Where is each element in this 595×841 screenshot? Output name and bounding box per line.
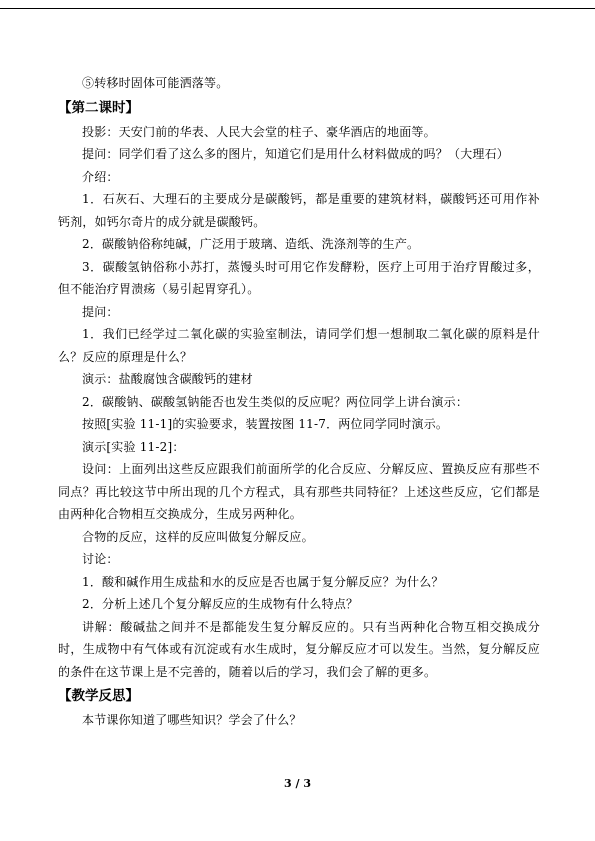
section-heading-reflection: 【教学反思】	[58, 688, 139, 704]
paragraph: 3．碳酸氢钠俗称小苏打，蒸馒头时可用它作发酵粉，医疗上可用于治疗胃酸过多，但不能治疗胃溃疡（易引起胃穿孔）。	[58, 259, 540, 296]
paragraph: 讨论：	[82, 552, 119, 566]
page-number: 3 / 3	[284, 777, 311, 790]
paragraph: 介绍：	[82, 169, 119, 184]
paragraph: ⑤转移时固体可能洒落等。	[82, 76, 229, 90]
paragraph: 1．石灰石、大理石的主要成分是碳酸钙，都是重要的建筑材料，碳酸钙还可用作补钙剂，如钙尔奇片的成分就是碳酸钙。	[58, 192, 540, 229]
paragraph: 投影：天安门前的华表、人民大会堂的柱子、豪华酒店的地面等。	[82, 124, 436, 139]
paragraph: 合物的反应，这样的反应叫做复分解反应。	[82, 529, 314, 544]
paragraph: 讲解：酸碱盐之间并不是都能发生复分解反应的。只有当两种化合物互相交换成分时，生成物中有气体或有沉淀或有水生成时，复分解反应才可以发生。当然，复分解反应的条件在这节课上是不完善的，随着以后的学习，我们会了解的更多。	[58, 619, 540, 679]
paragraph: 1．我们已经学过二氧化碳的实验室制法，请同学们想一想制取二氧化碳的原料是什么？反应的原理是什么？	[58, 327, 540, 364]
paragraph: 2．碳酸钠、碳酸氢钠能否也发生类似的反应呢？两位同学上讲台演示：	[82, 394, 469, 409]
paragraph: 2．碳酸钠俗称纯碱，广泛用于玻璃、造纸、洗涤剂等的生产。	[82, 237, 420, 251]
paragraph: 设问：上面列出这些反应跟我们前面所学的化合反应、分解反应、置换反应有那些不同点？再比较这节中所出现的几个方程式，具有那些共同特征？上述这些反应，它们都是由两种化合物相互交换成分，生成另两种化。	[58, 462, 540, 521]
paragraph: 按照[实验 11-1]的实验要求，装置按图 11-7．两位同学同时演示。	[82, 417, 449, 431]
section-heading-lesson-two: 【第二课时】	[58, 99, 139, 116]
paragraph: 2．分析上述几个复分解反应的生成物有什么特点？	[82, 597, 359, 611]
paragraph: 1．酸和碱作用生成盐和水的反应是否也属于复分解反应？为什么？	[82, 574, 444, 589]
document-body	[58, 72, 540, 732]
paragraph: 本节课你知道了哪些知识？学会了什么？	[82, 713, 302, 727]
header-rule	[0, 8, 595, 9]
paragraph: 演示：盐酸腐蚀含碳酸钙的建材	[82, 372, 253, 386]
paragraph: 演示[实验 11-2]：	[82, 439, 185, 454]
paragraph: 提问：	[82, 304, 119, 319]
paragraph: 提问：同学们看了这么多的图片，知道它们是用什么材料做成的吗？（大理石）	[82, 147, 510, 161]
